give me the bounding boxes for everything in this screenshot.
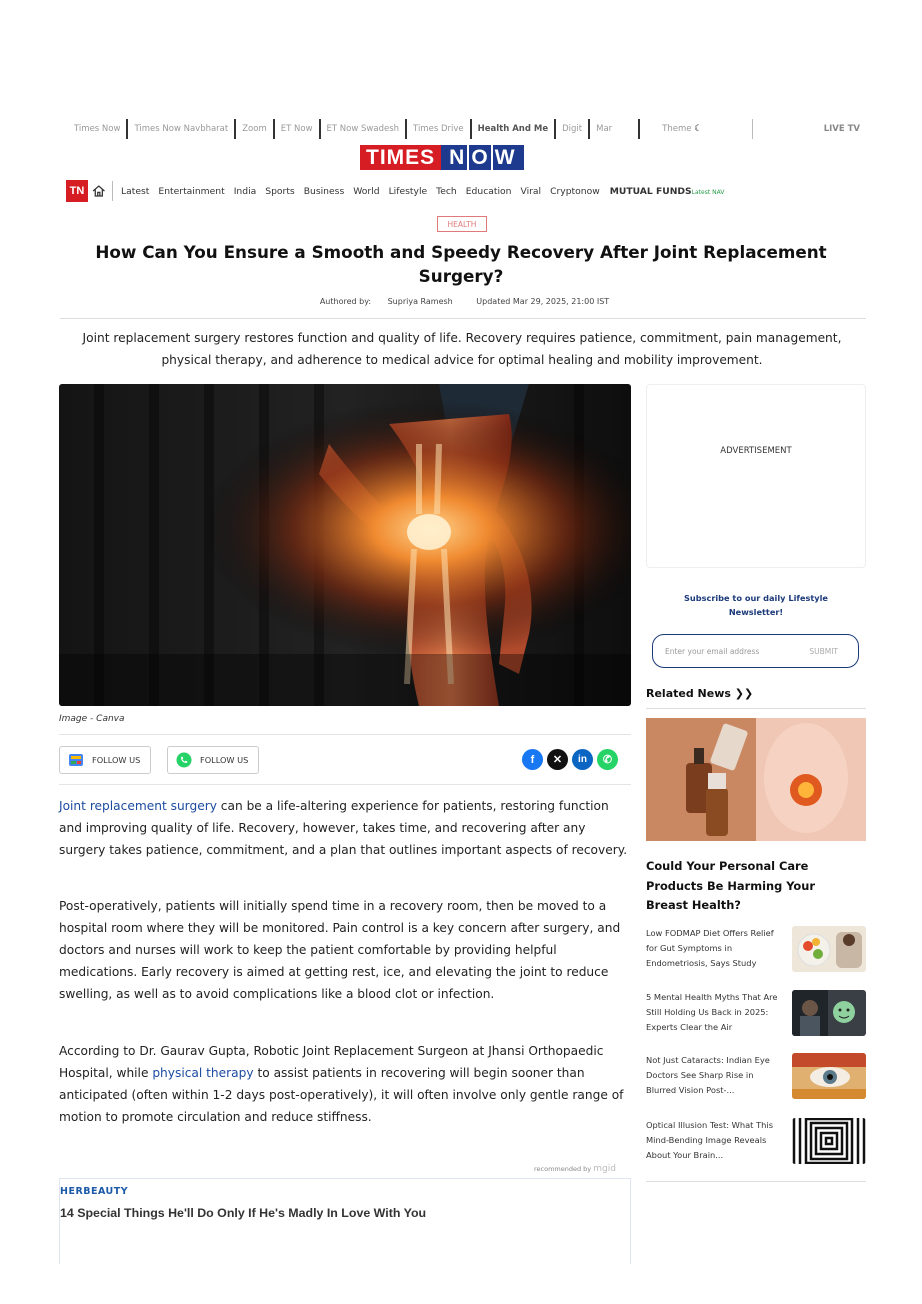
whatsapp-share-icon[interactable]: ✆ bbox=[597, 749, 618, 770]
tn-logo[interactable]: TN bbox=[66, 180, 88, 202]
related-item-title: Low FODMAP Diet Offers Relief for Gut Symptoms in Endometriosis, Says Study bbox=[646, 928, 774, 968]
nav-education[interactable]: Education bbox=[465, 185, 512, 197]
nav-cryptonow[interactable]: Cryptonow bbox=[550, 185, 600, 197]
article-title: How Can You Ensure a Smooth and Speedy Recovery After Joint Replacement Surgery? bbox=[95, 242, 827, 286]
mutual-funds-label: MUTUAL FUNDS bbox=[609, 185, 692, 197]
author-line bbox=[313, 297, 460, 306]
article-paragraph-3 bbox=[59, 1040, 635, 1128]
related-item[interactable] bbox=[646, 988, 866, 1042]
divider bbox=[646, 1181, 866, 1182]
x-share-icon[interactable]: ✕ bbox=[547, 749, 568, 770]
related-item[interactable] bbox=[646, 924, 866, 978]
follow-whatsapp-label: FOLLOW US bbox=[200, 755, 249, 765]
paragraph-text: According to Dr. Gaurav Gupta, Robotic Joint Replacement Surgeon at Jhansi Orthopaedic Hospital, while bbox=[59, 1044, 604, 1080]
nav-business[interactable]: Business bbox=[303, 185, 345, 197]
divider bbox=[59, 784, 631, 785]
nav-lifestyle[interactable]: Lifestyle bbox=[388, 185, 428, 197]
nav-link[interactable]: ET Now bbox=[273, 119, 319, 139]
article-paragraph-2: Post-operatively, patients will initially spend time in a recovery room, then be moved to a hospital room where they will be monitored. Pain control is a key concern after surgery, and doctors and nurses will work to keep the patient comfortable by providing helpful medications. Early recovery is aimed at getting rest, ice, and elevating the joint to reduce swelling, as well as to avoid complications like a blood clot or infection. bbox=[59, 899, 621, 1001]
article-paragraph-1 bbox=[59, 795, 635, 861]
logo-now bbox=[441, 145, 523, 170]
related-main-title[interactable]: Could Your Personal Care Products Be Harming Your Breast Health? bbox=[646, 859, 815, 912]
paragraph-text: to assist patients in recovering will begin sooner than anticipated (often within 1-2 days post-operatively), it will often involve only gentle range of motion to promote circulation and reduce stiffness. bbox=[59, 1066, 624, 1124]
related-news-heading[interactable] bbox=[646, 687, 753, 700]
promo-card[interactable] bbox=[59, 1178, 631, 1264]
divider bbox=[59, 734, 631, 735]
mgid-logo: mgid bbox=[593, 1164, 616, 1174]
whatsapp-icon bbox=[176, 752, 192, 768]
hero-image bbox=[59, 384, 631, 706]
related-main-image[interactable] bbox=[646, 718, 866, 841]
nav-link[interactable]: Times Now Navbharat bbox=[126, 119, 234, 139]
nav-link[interactable]: Zoom bbox=[234, 119, 273, 139]
newsletter-form bbox=[652, 634, 859, 668]
follow-google-label: FOLLOW US bbox=[92, 755, 141, 765]
email-input[interactable]: Enter your email address bbox=[665, 646, 760, 656]
double-chevron-icon: ❯❯ bbox=[734, 687, 754, 700]
newsletter-heading: Subscribe to our daily Lifestyle Newsletter! bbox=[684, 593, 828, 617]
logo-times: TIMES bbox=[360, 145, 441, 170]
nav-link[interactable]: Mar bbox=[588, 119, 618, 139]
linkedin-share-icon[interactable]: in bbox=[572, 749, 593, 770]
image-caption: Image - Canva bbox=[59, 714, 125, 724]
related-item-title: Not Just Cataracts: Indian Eye Doctors See Sharp Rise in Blurred Vision Post-... bbox=[646, 1055, 770, 1095]
advertisement-slot bbox=[646, 384, 866, 568]
follow-google-news-button[interactable] bbox=[59, 746, 151, 774]
author-name[interactable]: Supriya Ramesh bbox=[387, 297, 453, 306]
nav-link[interactable]: ET Now Swadesh bbox=[319, 119, 405, 139]
category-tag[interactable]: HEALTH bbox=[437, 216, 487, 232]
author-label: Authored by: bbox=[319, 297, 372, 306]
moon-icon: ☾ bbox=[694, 124, 703, 134]
nav-latest[interactable]: Latest bbox=[121, 185, 150, 197]
divider bbox=[646, 708, 866, 709]
article-summary: Joint replacement surgery restores function and quality of life. Recovery requires patience, commitment, pain management, physical therapy, and adherence to medical advice for optimal healing and mobility improvement. bbox=[82, 331, 842, 367]
related-item[interactable] bbox=[646, 1051, 866, 1105]
related-item-thumbnail bbox=[792, 926, 866, 972]
logo-letter: O bbox=[467, 145, 490, 170]
recommended-by-label: recommended by bbox=[534, 1165, 592, 1173]
recommended-by[interactable] bbox=[534, 1164, 616, 1174]
theme-label: Theme bbox=[662, 124, 692, 134]
logo-letter: W bbox=[491, 145, 518, 170]
related-item-thumbnail bbox=[792, 1118, 866, 1164]
related-item[interactable] bbox=[646, 1116, 866, 1170]
physical-therapy-link[interactable]: physical therapy bbox=[152, 1066, 254, 1080]
nav-sports[interactable]: Sports bbox=[265, 185, 295, 197]
times-now-logo[interactable] bbox=[360, 145, 524, 170]
updated-date: Updated Mar 29, 2025, 21:00 IST bbox=[476, 297, 610, 306]
promo-title[interactable]: 14 Special Things He'll Do Only If He's Madly In Love With You bbox=[60, 1206, 427, 1220]
nav-link[interactable]: Health And Me bbox=[470, 119, 555, 139]
nav-link[interactable]: Times Drive bbox=[405, 119, 470, 139]
related-news-label: Related News bbox=[646, 687, 731, 700]
article-meta bbox=[0, 297, 922, 306]
theme-toggle[interactable] bbox=[638, 119, 708, 139]
related-item-title: Optical Illusion Test: What This Mind-Bending Image Reveals About Your Brain... bbox=[646, 1120, 774, 1160]
nav-tech[interactable]: Tech bbox=[436, 185, 457, 197]
nav-viral[interactable]: Viral bbox=[520, 185, 542, 197]
divider bbox=[60, 318, 866, 319]
nav-link[interactable]: Digit bbox=[554, 119, 588, 139]
logo-letter: N bbox=[449, 146, 466, 169]
live-tv-link[interactable]: LIVE TV bbox=[823, 124, 860, 134]
nav-link[interactable]: Times Now bbox=[74, 124, 121, 134]
related-item-thumbnail bbox=[792, 1053, 866, 1099]
follow-whatsapp-button[interactable] bbox=[167, 746, 259, 774]
nav-india[interactable]: India bbox=[233, 185, 257, 197]
nav-mutual-funds[interactable] bbox=[610, 186, 725, 197]
ad-label: ADVERTISEMENT bbox=[720, 446, 792, 456]
google-news-icon bbox=[68, 752, 84, 768]
network-nav bbox=[70, 118, 860, 140]
nav-entertainment[interactable]: Entertainment bbox=[158, 185, 225, 197]
promo-brand[interactable]: HERBEAUTY bbox=[60, 1186, 129, 1197]
nav-world[interactable]: World bbox=[353, 185, 380, 197]
related-item-thumbnail bbox=[792, 990, 866, 1036]
nav-divider bbox=[752, 119, 765, 139]
home-icon[interactable] bbox=[91, 181, 113, 201]
facebook-share-icon[interactable]: f bbox=[522, 749, 543, 770]
mutual-funds-tag: Latest NAV bbox=[691, 188, 725, 196]
joint-replacement-link[interactable]: Joint replacement surgery bbox=[59, 799, 217, 813]
related-item-title: 5 Mental Health Myths That Are Still Holding Us Back in 2025: Experts Clear the Air bbox=[646, 992, 778, 1032]
submit-button[interactable]: SUBMIT bbox=[809, 646, 838, 656]
paragraph-text: can be a life-altering experience for patients, restoring function and improving quality of life. Recovery, however, takes time, and recovering after any surgery takes patience, commitment, and a plan that outlines important aspects of recovery. bbox=[59, 799, 628, 857]
category-nav bbox=[66, 178, 724, 204]
